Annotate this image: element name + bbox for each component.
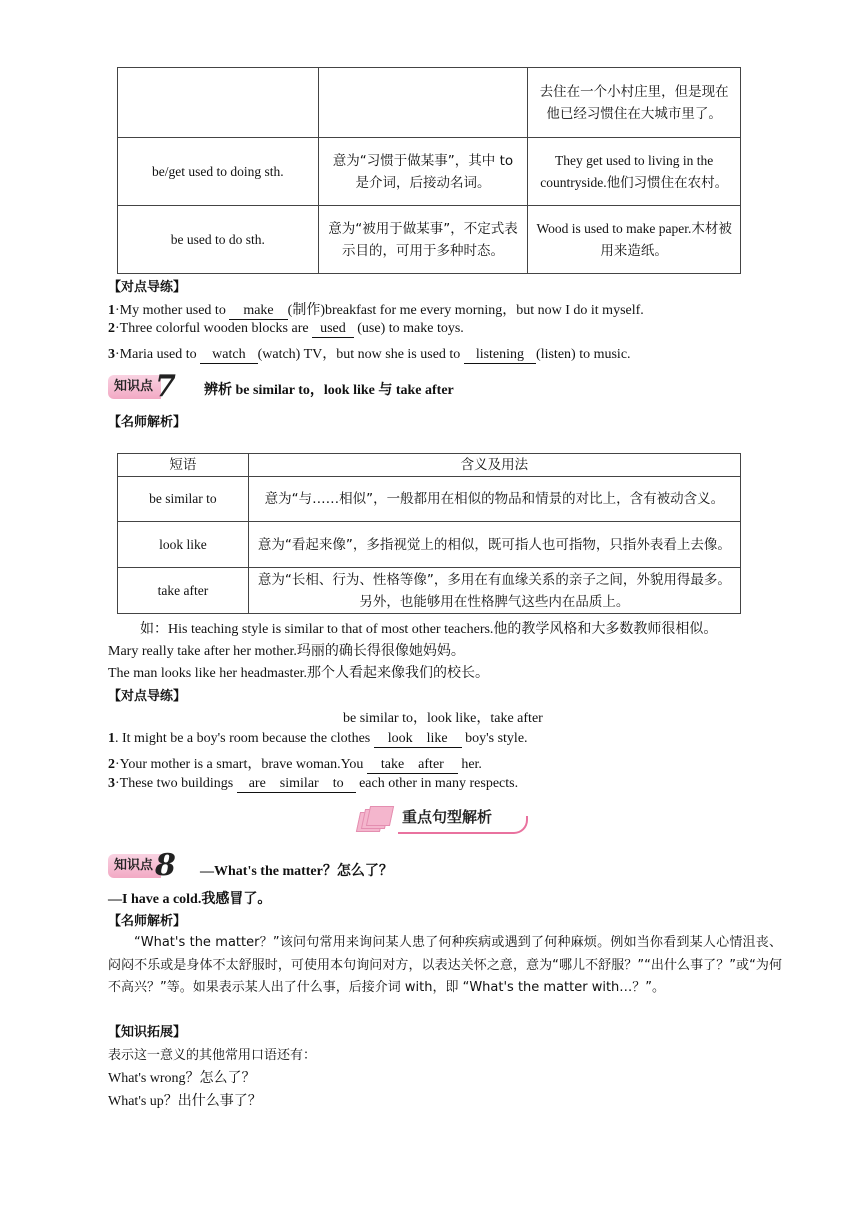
analysis-heading: 【名师解析】 — [108, 415, 187, 430]
column-header: 含义及用法 — [248, 454, 740, 477]
answer-blank: are similar to — [237, 776, 356, 793]
word-bank: be similar to，look like，take after — [343, 711, 543, 726]
section-title: 重点句型解析 — [402, 808, 493, 826]
table-cell — [118, 68, 319, 138]
example-sentence: 如：His teaching style is similar to that of most other teachers.他的教学风格和大多数教师很相似。 — [140, 622, 718, 637]
column-header: 短语 — [118, 454, 249, 477]
table-cell: be/get used to doing sth. — [118, 138, 319, 206]
knowledge-point-badge — [108, 369, 176, 404]
answer-blank: listening — [464, 347, 536, 364]
item-number: 1 — [108, 731, 115, 746]
phrase-cell: take after — [118, 568, 249, 614]
practice-heading: 【对点导练】 — [108, 280, 187, 295]
item-text: ·Your mother is a smart，brave woman.You — [115, 757, 367, 772]
table-row — [118, 568, 741, 614]
item-text: (制作)breakfast for me every morning，but now I do it myself. — [287, 303, 644, 318]
item-number: 1 — [108, 303, 115, 318]
item-text: (listen) to music. — [536, 347, 631, 362]
answer-blank: take after — [367, 757, 458, 774]
description-cell: 意为“与……相似”，一般都用在相似的物品和情景的对比上，含有被动含义。 — [248, 477, 740, 522]
item-text: ·Three colorful wooden blocks are — [115, 321, 313, 336]
item-text: . It might be a boy's room because the clothes — [115, 731, 374, 746]
table-header-row — [118, 454, 741, 477]
item-text: each other in many respects. — [355, 776, 519, 791]
extension-item: What's up？出什么事了？ — [108, 1094, 262, 1109]
knowledge-point-badge — [108, 848, 176, 883]
table-cell — [318, 68, 528, 138]
table-row — [118, 522, 741, 568]
table-cell: They get used to living in the countryside.他们习惯住在农村。 — [528, 138, 741, 206]
description-cell: 意为“看起来像”，多指视觉上的相似，既可指人也可指物，只指外表看上去像。 — [248, 522, 740, 568]
item-text: ·My mother used to — [115, 303, 230, 318]
item-text: ·Maria used to — [115, 347, 201, 362]
exercise-item — [108, 343, 631, 364]
phrase-cell: look like — [118, 522, 249, 568]
analysis-paragraph: “What's the matter？”该问句常用来询问某人患了何种疾病或遇到了何种麻烦。例如当你看到某人心情沮丧、闷闷不乐或是身体不太舒服时，可使用本句询问对方，以表达关怀之意，意为“哪儿不舒服？”“出什么事了？”或“为何不高兴？”等。如果表示某人出了什么事，后接介词 with，即 “What's the matter with…？”。 — [108, 935, 782, 995]
answer-blank: make — [229, 303, 287, 320]
table-row — [118, 138, 741, 206]
answer-blank: used — [312, 321, 354, 338]
exercise-item — [108, 731, 528, 748]
example-sentence: Mary really take after her mother.玛丽的确长得很像她妈妈。 — [108, 644, 465, 659]
item-text: (watch) TV，but now she is used to — [257, 347, 464, 362]
extension-item: What's wrong？怎么了？ — [108, 1071, 256, 1086]
extension-heading: 【知识拓展】 — [108, 1025, 187, 1040]
exercise-item — [108, 776, 518, 793]
badge-number: 8 — [155, 848, 176, 883]
table-cell: 意为“习惯于做某事”，其中 to 是介词，后接动名词。 — [318, 138, 528, 206]
comparison-table — [117, 453, 741, 614]
dialogue-line: —I have a cold.我感冒了。 — [108, 892, 272, 907]
phrase-cell: be similar to — [118, 477, 249, 522]
book-stack-icon — [356, 806, 392, 832]
exercise-item — [108, 753, 482, 774]
badge-tag: 知识点 — [108, 854, 161, 878]
table-cell: 去住在一个小村庄里，但是现在他已经习惯住在大城市里了。 — [528, 68, 741, 138]
section-banner — [356, 804, 532, 834]
description-cell: 意为“长相、行为、性格等像”，多用在有血缘关系的亲子之间，外貌用得最多。另外，也能够用在性格脾气这些内在品质上。 — [248, 568, 740, 614]
table-row — [118, 477, 741, 522]
table-cell: be used to do sth. — [118, 206, 319, 274]
table-row — [118, 68, 741, 138]
item-text: ·These two buildings — [115, 776, 237, 791]
table-cell: 意为“被用于做某事”，不定式表示目的，可用于多种时态。 — [318, 206, 528, 274]
answer-blank: look like — [374, 731, 462, 748]
exercise-item — [108, 321, 464, 338]
practice-heading: 【对点导练】 — [108, 689, 187, 704]
usage-table — [117, 67, 741, 274]
item-number: 2 — [108, 757, 115, 772]
example-sentence: The man looks like her headmaster.那个人看起来像我们的校长。 — [108, 666, 490, 681]
section-title: 辨析 be similar to，look like 与 take after — [204, 383, 454, 398]
item-text: her. — [457, 757, 482, 772]
item-text: boy's style. — [461, 731, 528, 746]
badge-tag: 知识点 — [108, 375, 161, 399]
item-number: 2 — [108, 321, 115, 336]
extension-intro: 表示这一意义的其他常用口语还有： — [108, 1048, 317, 1063]
answer-blank: watch — [200, 347, 257, 364]
exercise-item — [108, 299, 644, 320]
badge-number: 7 — [155, 369, 176, 404]
table-cell: Wood is used to make paper.木材被用来造纸。 — [528, 206, 741, 274]
item-text: (use) to make toys. — [353, 321, 464, 336]
item-number: 3 — [108, 776, 115, 791]
analysis-heading: 【名师解析】 — [108, 914, 187, 929]
section-title: —What's the matter？怎么了？ — [200, 864, 393, 879]
item-number: 3 — [108, 347, 115, 362]
table-row — [118, 206, 741, 274]
